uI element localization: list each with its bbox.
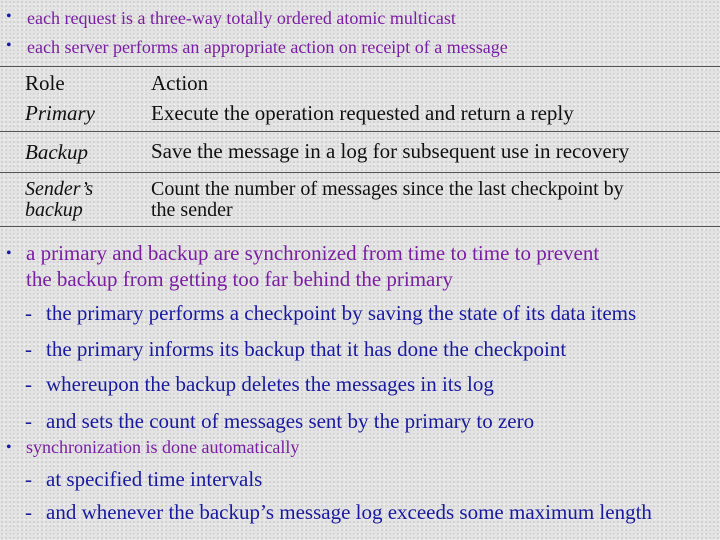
action-backup: Save the message in a log for subsequent use in recovery xyxy=(151,139,630,163)
top-bullet-1: each request is a three-way totally ordered atomic multicast xyxy=(27,8,456,28)
bullet-icon: • xyxy=(6,37,12,54)
table-header-action: Action xyxy=(151,71,209,95)
dash-icon: - xyxy=(25,500,32,524)
bullet-icon: • xyxy=(6,8,12,25)
action-senders-backup-line2: the sender xyxy=(151,199,233,221)
bullet-icon: • xyxy=(6,245,12,262)
action-primary: Execute the operation requested and return a reply xyxy=(151,101,574,125)
top-bullet-2: each server performs an appropriate action on receipt of a message xyxy=(27,37,508,57)
dash-icon: - xyxy=(25,409,32,433)
dash-icon: - xyxy=(25,467,32,491)
bullet-icon: • xyxy=(6,439,12,456)
action-senders-backup-line1: Count the number of messages since the last checkpoint by xyxy=(151,178,624,200)
role-backup: Backup xyxy=(25,140,88,164)
dash-icon: - xyxy=(25,337,32,361)
dash-icon: - xyxy=(25,301,32,325)
sync-subitem-4: and sets the count of messages sent by the primary to zero xyxy=(46,409,535,433)
auto-bullet: synchronization is done automatically xyxy=(26,437,300,457)
role-senders-backup-line2: backup xyxy=(25,199,83,221)
sync-subitem-1: the primary performs a checkpoint by saving the state of its data items xyxy=(46,301,637,325)
sync-bullet-line1: a primary and backup are synchronized from time to time to prevent xyxy=(26,241,600,265)
auto-subitem-1: at specified time intervals xyxy=(46,467,263,491)
sync-subitem-2: the primary informs its backup that it has done the checkpoint xyxy=(46,337,567,361)
dash-icon: - xyxy=(25,372,32,396)
role-senders-backup-line1: Sender’s xyxy=(25,178,94,200)
role-primary: Primary xyxy=(25,101,95,125)
table-row-rule xyxy=(0,131,720,132)
sync-subitem-3: whereupon the backup deletes the messages in its log xyxy=(46,372,494,396)
table-header-role: Role xyxy=(25,71,65,95)
auto-subitem-2: and whenever the backup’s message log exceeds some maximum length xyxy=(46,500,652,524)
table-top-rule xyxy=(0,66,720,67)
table-row-rule xyxy=(0,172,720,173)
table-bottom-rule xyxy=(0,226,720,227)
sync-bullet-line2: the backup from getting too far behind the primary xyxy=(26,267,453,291)
